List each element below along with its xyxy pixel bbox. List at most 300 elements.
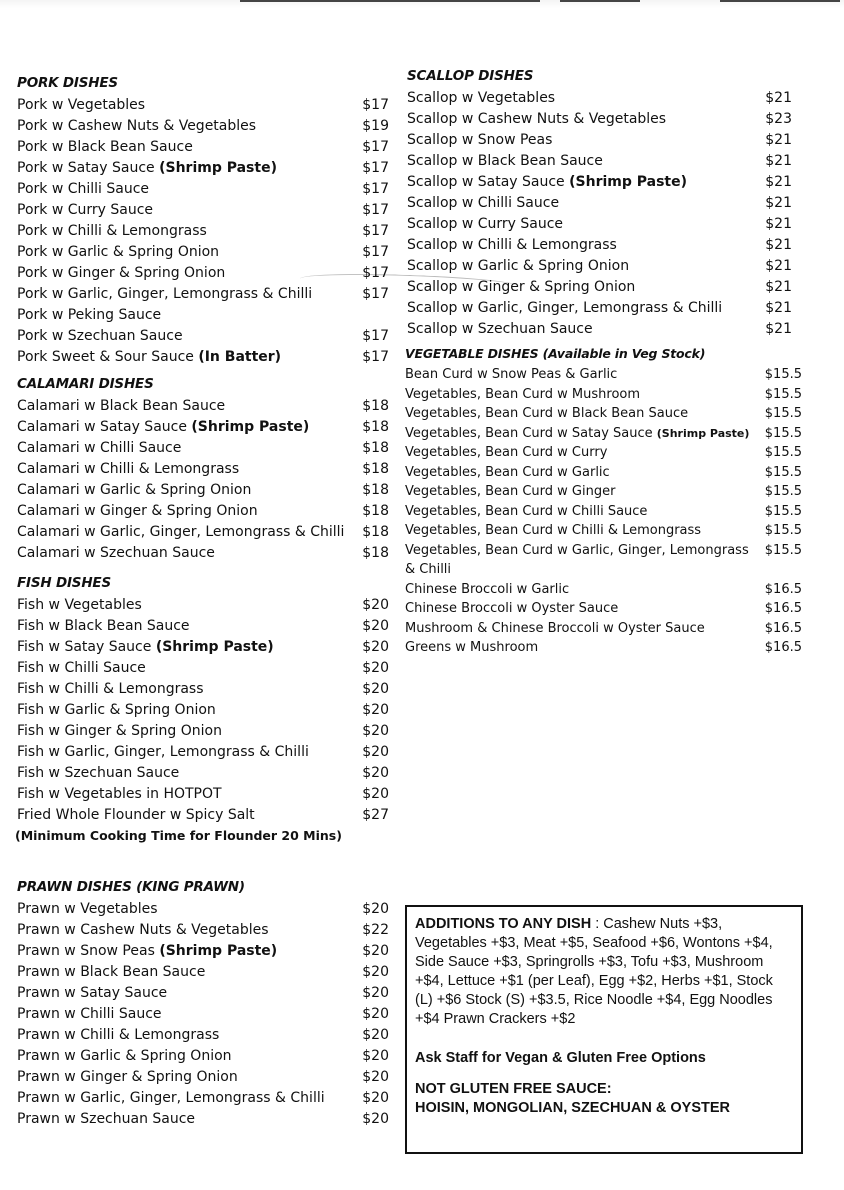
menu-item: [17, 679, 389, 700]
item-price: $17: [362, 160, 389, 176]
item-name-text: Pork w Satay Sauce: [17, 160, 160, 176]
item-name: [17, 1025, 219, 1046]
item-price: $20: [362, 744, 389, 760]
item-name-text: Fish w Vegetables in HOTPOT: [17, 786, 222, 802]
item-price: $20: [362, 1069, 389, 1085]
item-name-text: Fish w Garlic & Spring Onion: [17, 702, 216, 718]
item-name: [17, 899, 158, 920]
menu-item: [17, 95, 389, 116]
item-name-text: Prawn w Cashew Nuts & Vegetables: [17, 922, 269, 938]
item-name-text: Pork w Black Bean Sauce: [17, 139, 193, 155]
item-name: [17, 983, 167, 1004]
menu-item: [407, 88, 792, 109]
item-price: $20: [362, 1027, 389, 1043]
item-name: [17, 941, 277, 962]
vegetable-list: [405, 365, 802, 658]
menu-item: [405, 619, 802, 639]
item-name: [405, 599, 618, 619]
item-price: $20: [362, 597, 389, 613]
menu-item: [17, 158, 389, 179]
item-price: $16.5: [764, 640, 802, 655]
item-price: $16.5: [764, 620, 802, 636]
item-name: [17, 616, 190, 637]
item-price: $15.5: [764, 386, 802, 402]
prawn-list: [17, 899, 389, 1130]
item-price: $21: [765, 90, 792, 106]
section-title: CALAMARI DISHES: [17, 376, 154, 392]
item-price: $18: [362, 461, 389, 477]
prawn-section: [17, 879, 389, 1130]
item-price: $18: [362, 398, 389, 414]
item-price: $20: [362, 639, 389, 655]
item-name-text: Calamari w Szechuan Sauce: [17, 545, 215, 561]
item-name-text: Chinese Broccoli w Oyster Sauce: [405, 601, 619, 616]
menu-item: [17, 459, 389, 480]
menu-item: [407, 298, 792, 319]
item-price: $17: [362, 139, 389, 155]
menu-item: [407, 172, 792, 193]
menu-item: [405, 502, 802, 522]
menu-item: [17, 326, 389, 347]
item-name-text: Vegetables, Bean Curd w Satay Sauce: [405, 425, 657, 441]
item-name-text: Pork w Chilli & Lemongrass: [17, 223, 207, 239]
item-price: $15.5: [764, 542, 802, 558]
fish-list: [17, 595, 389, 826]
item-name: [407, 88, 555, 109]
menu-item: [17, 1088, 389, 1109]
item-name: [405, 580, 569, 600]
menu-item: [407, 256, 792, 277]
item-name-text: Prawn w Chilli Sauce: [17, 1006, 162, 1022]
item-price: $18: [362, 482, 389, 498]
top-edge-line: [720, 0, 840, 2]
menu-item: [405, 599, 802, 619]
menu-item: [17, 721, 389, 742]
item-name: [407, 256, 629, 277]
item-price: $17: [362, 349, 389, 365]
item-name-text: Vegetables, Bean Curd w Ginger: [405, 484, 616, 499]
item-price: $20: [362, 1090, 389, 1106]
item-name: [405, 365, 617, 385]
item-price: $18: [362, 503, 389, 519]
item-price: $15.5: [764, 484, 802, 499]
item-note: (Shrimp Paste): [159, 943, 278, 959]
menu-item: [407, 235, 792, 256]
menu-item: [405, 580, 802, 600]
item-price: $20: [362, 1111, 389, 1127]
item-price: $20: [362, 618, 389, 634]
item-name-text: Fish w Chilli & Lemongrass: [17, 681, 204, 697]
section-title: VEGETABLE DISHES (Available in Veg Stock): [405, 346, 706, 361]
item-name-text: Bean Curd w Snow Peas & Garlic: [405, 367, 618, 382]
item-note: (Shrimp Paste): [656, 426, 750, 440]
item-name: [407, 151, 603, 172]
menu-item: [17, 700, 389, 721]
menu-item: [407, 151, 792, 172]
menu-item: [407, 277, 792, 298]
item-name: [17, 805, 255, 826]
item-name-text: Mushroom & Chinese Broccoli w Oyster Sauce: [405, 620, 705, 636]
menu-item: [17, 417, 389, 438]
item-name: [17, 179, 149, 200]
menu-item: [407, 109, 792, 130]
item-name-text: Scallop w Chilli & Lemongrass: [407, 237, 617, 253]
item-name: [407, 214, 563, 235]
item-name: [17, 920, 269, 941]
menu-item: [405, 482, 802, 502]
item-name: [17, 438, 181, 459]
item-price: $17: [362, 244, 389, 260]
item-name-text: Prawn w Snow Peas: [17, 943, 160, 959]
item-name: [407, 319, 593, 340]
menu-item: [17, 116, 389, 137]
item-name: [17, 1046, 232, 1067]
item-name-text: Calamari w Ginger & Spring Onion: [17, 503, 258, 519]
additions-text: [415, 915, 793, 1029]
item-name: [405, 463, 610, 483]
item-name-text: Prawn w Szechuan Sauce: [17, 1111, 196, 1127]
item-name-text: Pork w Garlic, Ginger, Lemongrass & Chilli: [17, 286, 313, 302]
menu-item: [17, 522, 389, 543]
item-price: $21: [765, 216, 792, 232]
item-name-text: Scallop w Ginger & Spring Onion: [407, 279, 636, 295]
item-name-text: Vegetables, Bean Curd w Garlic, Ginger, Lemongrass & Chilli: [405, 542, 749, 577]
menu-item: [405, 365, 802, 385]
menu-item: [405, 463, 802, 483]
item-price: $27: [362, 807, 389, 823]
item-name: [17, 347, 281, 368]
item-name-text: Vegetables, Bean Curd w Mushroom: [405, 386, 641, 402]
item-name: [405, 521, 701, 541]
item-price: $17: [362, 265, 389, 281]
item-price: $21: [765, 153, 792, 169]
item-price: $21: [765, 258, 792, 274]
item-price: $16.5: [764, 601, 802, 616]
item-name-text: Vegetables, Bean Curd w Curry: [405, 445, 608, 460]
item-name-text: Vegetables, Bean Curd w Chilli Sauce: [405, 503, 648, 519]
item-name-text: Scallop w Cashew Nuts & Vegetables: [407, 111, 667, 127]
item-name: [407, 298, 722, 319]
item-name-text: Calamari w Garlic, Ginger, Lemongrass & Chilli: [17, 524, 345, 540]
item-name-text: Pork w Chilli Sauce: [17, 181, 150, 197]
menu-item: [17, 543, 389, 564]
fish-section: [17, 575, 389, 843]
menu-item: [17, 1067, 389, 1088]
item-name-text: Scallop w Vegetables: [407, 90, 556, 106]
item-name: [405, 404, 688, 424]
item-name-text: Pork w Garlic & Spring Onion: [17, 244, 220, 260]
calamari-list: [17, 396, 389, 564]
item-name: [17, 637, 274, 658]
item-price: $20: [362, 943, 389, 959]
item-price: $15.5: [764, 425, 802, 441]
menu-item: [17, 284, 389, 305]
item-name: [17, 221, 207, 242]
menu-item: [17, 941, 389, 962]
menu-item: [17, 983, 389, 1004]
section-title: FISH DISHES: [17, 575, 111, 591]
menu-item: [407, 214, 792, 235]
item-name: [405, 619, 705, 639]
item-name: [17, 480, 251, 501]
menu-item: [17, 1004, 389, 1025]
item-price: $20: [362, 765, 389, 781]
item-name: [407, 109, 666, 130]
pork-section: [17, 75, 389, 368]
item-name: [405, 502, 647, 522]
item-name-text: Fish w Ginger & Spring Onion: [17, 723, 222, 739]
item-note: (In Batter): [198, 349, 282, 365]
scallop-list: [407, 88, 792, 340]
menu-item: [405, 443, 802, 463]
menu-item: [17, 179, 389, 200]
menu-item: [17, 137, 389, 158]
menu-item: [17, 200, 389, 221]
menu-item: [405, 404, 802, 424]
section-title: PRAWN DISHES (KING PRAWN): [17, 879, 245, 895]
item-price: $15.5: [764, 503, 802, 519]
item-name: [407, 277, 635, 298]
menu-item: [17, 784, 389, 805]
item-name: [17, 305, 161, 326]
additions-heading: ADDITIONS TO ANY DISH: [415, 916, 592, 932]
item-name-text: Pork w Vegetables: [17, 97, 146, 113]
menu-item: [17, 805, 389, 826]
menu-item: [17, 480, 389, 501]
item-name-text: Pork w Curry Sauce: [17, 202, 154, 218]
item-name: [17, 396, 225, 417]
item-price: $18: [362, 419, 389, 435]
menu-item: [17, 1025, 389, 1046]
item-price: $20: [362, 702, 389, 718]
item-name: [17, 543, 215, 564]
item-name: [17, 116, 256, 137]
menu-item: [17, 396, 389, 417]
item-name-text: Scallop w Curry Sauce: [407, 216, 564, 232]
item-name: [17, 417, 309, 438]
item-note: (Shrimp Paste): [159, 160, 277, 176]
item-name: [17, 595, 142, 616]
item-price: $20: [362, 901, 389, 917]
item-name: [17, 326, 183, 347]
menu-item: [17, 221, 389, 242]
item-name: [17, 1109, 195, 1130]
menu-item: [17, 899, 389, 920]
item-name-text: Chinese Broccoli w Garlic: [405, 581, 570, 597]
item-name-text: Vegetables, Bean Curd w Chilli & Lemongrass: [405, 523, 702, 538]
menu-item: [17, 962, 389, 983]
top-edge-line: [240, 0, 540, 2]
menu-item: [17, 616, 389, 637]
item-name-text: Scallop w Chilli Sauce: [407, 195, 560, 211]
item-name: [17, 263, 225, 284]
item-price: $20: [362, 985, 389, 1001]
menu-item: [17, 658, 389, 679]
item-name: [17, 721, 222, 742]
item-price: $17: [362, 328, 389, 344]
item-name-text: Scallop w Satay Sauce: [407, 174, 570, 190]
item-name: [17, 1004, 162, 1025]
item-name: [17, 700, 216, 721]
item-name-text: Pork w Peking Sauce: [17, 307, 162, 323]
item-name: [405, 443, 607, 463]
menu-item: [405, 385, 802, 405]
menu-item: [17, 1109, 389, 1130]
scallop-section: [407, 68, 792, 340]
item-price: $18: [362, 524, 389, 540]
item-price: $19: [362, 118, 389, 134]
item-name: [17, 158, 277, 179]
item-price: $21: [765, 237, 792, 253]
menu-item: [407, 130, 792, 151]
item-price: $18: [362, 440, 389, 456]
menu-item: [17, 501, 389, 522]
item-name-text: Fish w Vegetables: [17, 597, 142, 613]
item-price: $21: [765, 174, 792, 190]
item-price: $17: [362, 202, 389, 218]
item-name-text: Fish w Black Bean Sauce: [17, 618, 190, 634]
item-name-text: Prawn w Satay Sauce: [17, 985, 168, 1001]
item-name: [405, 638, 538, 658]
item-name: [17, 501, 258, 522]
item-price: $21: [765, 300, 792, 316]
menu-item: [405, 638, 802, 658]
menu-item: [407, 319, 792, 340]
item-name-text: Fish w Satay Sauce: [17, 639, 156, 655]
item-price: $18: [362, 545, 389, 561]
item-name: [17, 1067, 238, 1088]
item-name: [17, 1088, 325, 1109]
item-name-text: Vegetables, Bean Curd w Black Bean Sauce: [405, 406, 689, 421]
item-name-text: Scallop w Szechuan Sauce: [407, 321, 593, 337]
item-name: [407, 193, 559, 214]
item-price: $17: [362, 286, 389, 302]
vegan-note: Ask Staff for Vegan & Gluten Free Options: [415, 1050, 706, 1066]
section-title: PORK DISHES: [17, 75, 118, 91]
item-name: [17, 784, 222, 805]
menu-item: [17, 347, 389, 368]
item-name: [17, 459, 239, 480]
item-name-text: Pork Sweet & Sour Sauce: [17, 349, 199, 365]
item-name-text: Fish w Szechuan Sauce: [17, 765, 180, 781]
item-note: (Shrimp Paste): [155, 639, 274, 655]
item-name-text: Fish w Garlic, Ginger, Lemongrass & Chilli: [17, 744, 309, 760]
item-name-text: Scallop w Black Bean Sauce: [407, 153, 603, 169]
item-name-text: Prawn w Garlic, Ginger, Lemongrass & Chilli: [17, 1090, 325, 1106]
item-price: $15.5: [764, 523, 802, 538]
menu-item: [17, 763, 389, 784]
item-price: $16.5: [764, 581, 802, 597]
flounder-note: (Minimum Cooking Time for Flounder 20 Mins): [15, 828, 342, 843]
item-name: [17, 763, 179, 784]
item-price: $20: [362, 681, 389, 697]
menu-item: [17, 595, 389, 616]
item-name: [407, 130, 552, 151]
item-name: [17, 200, 153, 221]
menu-item: [17, 305, 389, 326]
item-name-text: Pork w Szechuan Sauce: [17, 328, 183, 344]
menu-item: [17, 637, 389, 658]
vegetable-section: [405, 346, 802, 658]
item-price: $17: [362, 223, 389, 239]
item-name: [405, 541, 755, 580]
item-name-text: Vegetables, Bean Curd w Garlic: [405, 464, 610, 480]
item-name-text: Calamari w Chilli Sauce: [17, 440, 182, 456]
item-price: $20: [362, 1006, 389, 1022]
item-name-text: Fish w Chilli Sauce: [17, 660, 146, 676]
item-name-text: Greens w Mushroom: [405, 640, 539, 655]
menu-item: [17, 242, 389, 263]
item-name-text: Prawn w Vegetables: [17, 901, 158, 917]
item-name: [17, 242, 219, 263]
top-edge-line: [560, 0, 640, 2]
item-name-text: Calamari w Garlic & Spring Onion: [17, 482, 252, 498]
item-price: $20: [362, 964, 389, 980]
item-name: [405, 482, 615, 502]
item-name-text: Calamari w Black Bean Sauce: [17, 398, 226, 414]
item-name: [17, 95, 145, 116]
item-price: $21: [765, 195, 792, 211]
item-name: [17, 679, 204, 700]
item-price: $21: [765, 279, 792, 295]
item-name-text: Calamari w Chilli & Lemongrass: [17, 461, 240, 477]
menu-item: [405, 521, 802, 541]
item-name-text: Scallop w Snow Peas: [407, 132, 553, 148]
calamari-section: [17, 376, 389, 564]
item-name-text: Prawn w Black Bean Sauce: [17, 964, 206, 980]
item-price: $21: [765, 132, 792, 148]
item-name-text: Prawn w Chilli & Lemongrass: [17, 1027, 220, 1043]
item-price: $20: [362, 1048, 389, 1064]
item-name-text: Pork w Cashew Nuts & Vegetables: [17, 118, 257, 134]
item-name-text: Prawn w Garlic & Spring Onion: [17, 1048, 232, 1064]
item-price: $17: [362, 181, 389, 197]
item-name: [17, 742, 309, 763]
item-name-text: Scallop w Garlic, Ginger, Lemongrass & Chilli: [407, 300, 723, 316]
menu-item: [405, 541, 802, 580]
gluten-list: HOISIN, MONGOLIAN, SZECHUAN & OYSTER: [415, 1100, 730, 1116]
item-name: [17, 962, 205, 983]
item-name-text: Calamari w Satay Sauce: [17, 419, 192, 435]
menu-item: [17, 1046, 389, 1067]
menu-item: [17, 438, 389, 459]
item-name-text: Pork w Ginger & Spring Onion: [17, 265, 226, 281]
menu-item: [407, 193, 792, 214]
menu-item: [17, 263, 389, 284]
item-price: $17: [362, 97, 389, 113]
item-price: $15.5: [764, 445, 802, 460]
item-price: $15.5: [764, 464, 802, 480]
gluten-heading: NOT GLUTEN FREE SAUCE:: [415, 1081, 612, 1097]
item-name: [405, 424, 749, 444]
menu-item: [405, 424, 802, 444]
menu-item: [17, 742, 389, 763]
item-price: $20: [362, 723, 389, 739]
item-name: [17, 522, 344, 543]
item-price: $20: [362, 660, 389, 676]
additions-list: : Cashew Nuts +$3, Vegetables +$3, Meat +$5, Seafood +$6, Wontons +$4, Side Sauce +$3, Springrolls +$3, Tofu +$3, Mushroom +$4, Lettuce +$1 (per Leaf), Egg +$2, Herbs +$1, Stock (L) +$6 Stock (S) +$3.5, Rice Noodle +$4, Egg Noodles +$4 Prawn Crackers +$2: [415, 916, 773, 1027]
item-price: $23: [765, 111, 792, 127]
item-note: (Shrimp Paste): [569, 174, 688, 190]
item-name-text: Scallop w Garlic & Spring Onion: [407, 258, 630, 274]
item-price: $22: [362, 922, 389, 938]
item-name-text: Prawn w Ginger & Spring Onion: [17, 1069, 238, 1085]
item-price: $15.5: [764, 367, 802, 382]
item-name: [17, 658, 146, 679]
pork-list: [17, 95, 389, 368]
item-name: [407, 172, 687, 193]
item-price: $15.5: [764, 406, 802, 421]
